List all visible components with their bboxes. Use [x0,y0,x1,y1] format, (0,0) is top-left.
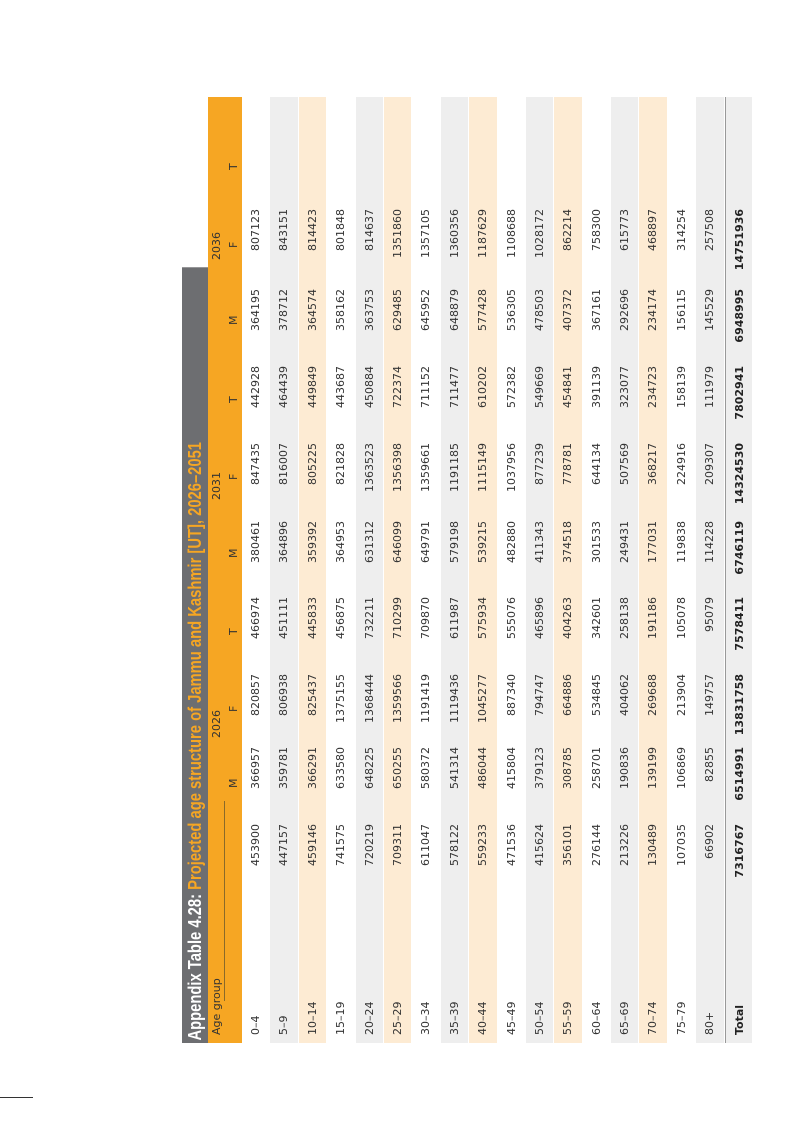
value-cell: 648225 [362,747,376,789]
year-header-2031: 2031 [210,472,223,500]
value-cell: 364195 [249,289,262,331]
value-cell: 209307 [703,443,717,485]
value-cell: 258701 [589,747,603,789]
value-cell: 1363523 [362,443,376,492]
value-cell: 646099 [390,521,404,563]
table-row [469,97,497,1043]
age-group-cell: 25–29 [390,1001,404,1035]
value-cell: 732211 [362,597,376,639]
value-cell: 711477 [447,366,461,408]
value-cell: 486044 [476,747,490,789]
value-cell: 741575 [334,824,348,866]
value-cell: 404062 [618,674,632,716]
value-cell: 379123 [532,747,546,789]
rotated-page-area [182,97,746,1043]
value-cell: 158139 [674,366,688,408]
table-row [441,97,469,1043]
value-cell: 14751936 [732,209,746,271]
value-cell: 1108688 [504,209,518,258]
value-cell: 442928 [249,366,262,408]
table-title-text: Projected age structure of Jammu and Kashmir [UT], 2026–2051 [185,441,205,890]
age-group-cell: 15–19 [334,1001,348,1035]
col-header-f-2026: F [227,705,240,712]
value-cell: 847435 [249,443,262,485]
value-cell: 366957 [249,747,262,789]
value-cell: 453900 [249,824,262,866]
value-cell: 6948995 [732,289,746,343]
value-cell: 95079 [703,597,717,632]
value-cell: 443687 [334,366,348,408]
value-cell: 106869 [674,747,688,789]
value-cell: 465896 [532,597,546,639]
col-header-t-2026: T [227,628,240,635]
value-cell: 7316767 [732,824,746,878]
value-cell: 1187629 [476,209,490,258]
value-cell: 358162 [334,289,348,331]
value-cell: 645952 [419,289,433,331]
value-cell: 301533 [589,521,603,563]
value-cell: 816007 [277,443,291,485]
value-cell: 534845 [589,674,603,716]
value-cell: 1359661 [419,443,433,492]
value-cell: 7802941 [732,366,746,420]
value-cell: 363753 [362,289,376,331]
value-cell: 709311 [390,824,404,866]
value-cell: 323077 [618,366,632,408]
value-cell: 368217 [646,443,660,485]
table-row [299,97,327,1043]
value-cell: 559233 [476,824,490,866]
value-cell: 257508 [703,209,717,251]
value-cell: 391139 [589,366,603,408]
value-cell: 447157 [277,824,291,866]
value-cell: 805225 [305,443,319,485]
value-cell: 1191185 [447,443,461,492]
value-cell: 877239 [532,443,546,485]
value-cell: 364953 [334,521,348,563]
value-cell: 825437 [305,674,319,716]
table-row [668,97,696,1043]
value-cell: 611047 [419,824,433,866]
value-cell: 555076 [504,597,518,639]
value-cell: 579198 [447,521,461,563]
value-cell: 648879 [447,289,461,331]
value-cell: 478503 [532,289,546,331]
age-group-cell: 10–14 [305,1001,319,1035]
table-row [526,97,554,1043]
value-cell: 6514991 [732,747,746,801]
value-cell: 466974 [249,597,262,639]
year-header-2036: 2036 [210,232,223,260]
value-cell: 549669 [532,366,546,408]
table-title-prefix: Appendix Table 4.28: [185,893,205,1041]
col-header-t-2031: T [227,396,240,403]
header-years-row [208,97,225,1043]
table-row [611,97,639,1043]
value-cell: 292696 [618,289,632,331]
table-row [498,97,526,1043]
value-cell: 139199 [646,747,660,789]
value-cell: 366291 [305,747,319,789]
col-header-m-2031: M [227,548,240,558]
value-cell: 814637 [362,209,376,251]
value-cell: 649791 [419,521,433,563]
table-title [182,267,208,1043]
value-cell: 610202 [476,366,490,408]
value-cell: 364574 [305,289,319,331]
value-cell: 450884 [362,366,376,408]
value-cell: 411343 [532,521,546,563]
value-cell: 464439 [277,366,291,408]
value-cell: 821828 [334,443,348,485]
value-cell: 1356398 [390,443,404,492]
value-cell: 1357105 [419,209,433,258]
value-cell: 794747 [532,674,546,716]
value-cell: 650255 [390,747,404,789]
value-cell: 507569 [618,443,632,485]
value-cell: 415804 [504,747,518,789]
value-cell: 711152 [419,366,433,408]
value-cell: 105078 [674,597,688,639]
value-cell: 709870 [419,597,433,639]
table-row [696,97,724,1043]
value-cell: 577428 [476,289,490,331]
value-cell: 14324530 [732,443,746,505]
value-cell: 149757 [703,674,717,716]
age-group-cell: 40–44 [476,1001,490,1035]
value-cell: 578122 [447,824,461,866]
value-cell: 374518 [561,521,575,563]
value-cell: 342601 [589,597,603,639]
value-cell: 1037956 [504,443,518,492]
value-cell: 359392 [305,521,319,563]
age-group-cell: 30–34 [419,1001,433,1035]
value-cell: 234723 [646,366,660,408]
value-cell: 1360356 [447,209,461,258]
value-cell: 1375155 [334,674,348,723]
age-group-cell: 65–69 [618,1001,632,1035]
footer-rule [0,1097,33,1098]
value-cell: 611987 [447,597,461,639]
value-cell: 107035 [674,824,688,866]
value-cell: 356101 [561,824,575,866]
value-cell: 631312 [362,521,376,563]
value-cell: 722374 [390,366,404,408]
value-cell: 541314 [447,747,461,789]
table-row [242,97,270,1043]
value-cell: 213226 [618,824,632,866]
value-cell: 364896 [277,521,291,563]
value-cell: 1045277 [476,674,490,723]
age-group-cell: 55–59 [561,1001,575,1035]
value-cell: 258138 [618,597,632,639]
value-cell: 820857 [249,674,262,716]
value-cell: 145529 [703,289,717,331]
value-cell: 1028172 [532,209,546,258]
value-cell: 629485 [390,289,404,331]
value-cell: 1368444 [362,674,376,723]
col-header-t-2036: T [227,163,240,170]
value-cell: 13831758 [732,674,746,736]
table-row [384,97,412,1043]
value-cell: 536305 [504,289,518,331]
value-cell: 807123 [249,209,262,251]
value-cell: 66902 [703,824,717,859]
value-cell: 415624 [532,824,546,866]
value-cell: 887340 [504,674,518,716]
value-cell: 380461 [249,521,262,563]
table-body [242,97,753,1043]
value-cell: 308785 [561,747,575,789]
value-cell: 6746119 [732,521,746,575]
value-cell: 862214 [561,209,575,251]
value-cell: 814423 [305,209,319,251]
value-cell: 82855 [703,747,717,782]
col-header-f-2031: F [227,473,240,480]
value-cell: 445833 [305,597,319,639]
value-cell: 471536 [504,824,518,866]
value-cell: 454841 [561,366,575,408]
value-cell: 7578411 [732,597,746,651]
value-cell: 378712 [277,289,291,331]
value-cell: 806938 [277,674,291,716]
header-sex-row [225,97,242,1043]
value-cell: 710299 [390,597,404,639]
value-cell: 468897 [646,209,660,251]
value-cell: 664886 [561,674,575,716]
value-cell: 114228 [703,521,717,563]
value-cell: 633580 [334,747,348,789]
table-row [327,97,355,1043]
value-cell: 575934 [476,597,490,639]
value-cell: 572382 [504,366,518,408]
age-group-cell: 80+ [703,1011,717,1035]
value-cell: 1119436 [447,674,461,723]
value-cell: 190836 [618,747,632,789]
col-header-f-2036: F [227,241,240,248]
age-group-header: Age group [210,978,223,1035]
table-row [554,97,582,1043]
value-cell: 224916 [674,443,688,485]
value-cell: 314254 [674,209,688,251]
age-group-cell: 5–9 [277,1015,291,1035]
value-cell: 367161 [589,289,603,331]
value-cell: 720219 [362,824,376,866]
value-cell: 456875 [334,597,348,639]
value-cell: 1115149 [476,443,490,492]
col-header-m-2036: M [227,315,240,325]
value-cell: 269688 [646,674,660,716]
year-header-2026: 2026 [210,710,223,738]
value-cell: 580372 [419,747,433,789]
value-cell: 1351860 [390,209,404,258]
value-cell: 156115 [674,289,688,331]
value-cell: 615773 [618,209,632,251]
value-cell: 451111 [277,597,291,639]
value-cell: 449849 [305,366,319,408]
age-group-cell: 60–64 [589,1001,603,1035]
value-cell: 359781 [277,747,291,789]
value-cell: 407372 [561,289,575,331]
value-cell: 111979 [703,366,717,408]
table-total-row [725,97,753,1043]
value-cell: 191186 [646,597,660,639]
value-cell: 130489 [646,824,660,866]
table-row [356,97,384,1043]
value-cell: 758300 [589,209,603,251]
value-cell: 1359566 [390,674,404,723]
value-cell: 404263 [561,597,575,639]
value-cell: 177031 [646,521,660,563]
value-cell: 482880 [504,521,518,563]
age-group-cell: 50–54 [532,1001,546,1035]
value-cell: 213904 [674,674,688,716]
value-cell: 119838 [674,521,688,563]
value-cell: 843151 [277,209,291,251]
age-structure-table [182,97,746,1043]
age-group-cell: 35–39 [447,1001,461,1035]
age-group-cell: 45–49 [504,1001,518,1035]
value-cell: 801848 [334,209,348,251]
value-cell: 234174 [646,289,660,331]
age-group-cell: 70–74 [646,1001,660,1035]
age-group-cell: 75–79 [674,1001,688,1035]
value-cell: 539215 [476,521,490,563]
total-label: Total [732,1004,746,1035]
value-cell: 249431 [618,521,632,563]
age-group-cell: 20–24 [362,1001,376,1035]
age-group-cell: 0–4 [249,1015,262,1035]
table-row [412,97,440,1043]
value-cell: 276144 [589,824,603,866]
table-row [639,97,667,1043]
value-cell: 1191419 [419,674,433,723]
value-cell: 644134 [589,443,603,485]
table-row [270,97,298,1043]
value-cell: 459146 [305,824,319,866]
table-row [583,97,611,1043]
col-header-m-2026: M [227,778,240,788]
value-cell: 778781 [561,443,575,485]
